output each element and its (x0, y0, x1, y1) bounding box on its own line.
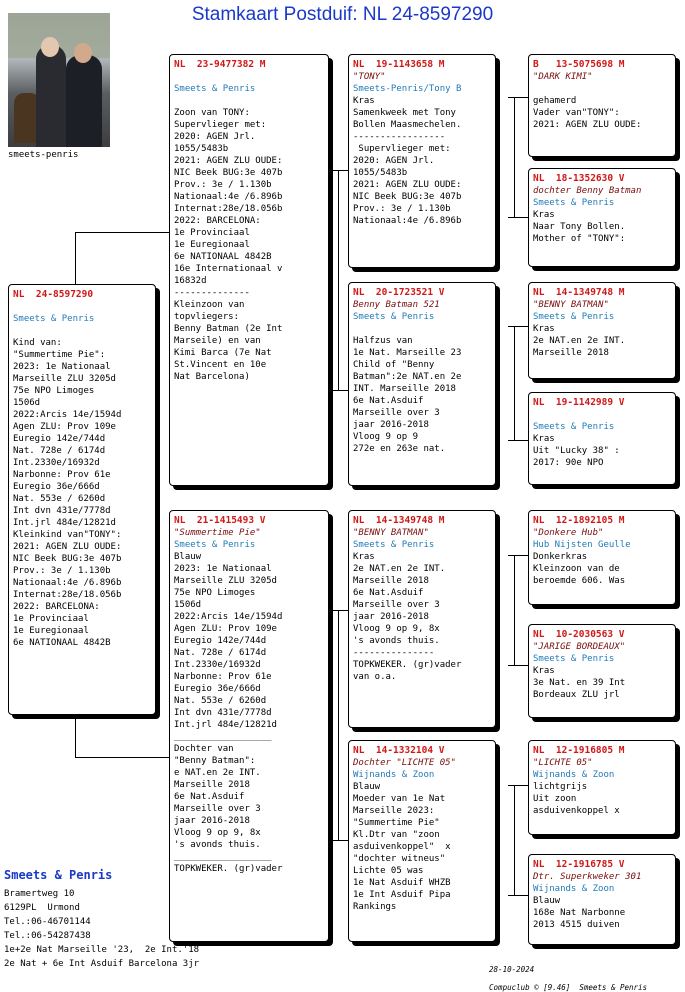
ring-number: NL 19-1143658 M (353, 59, 445, 70)
pigeon-card-mmf[interactable] (528, 740, 676, 835)
pigeon-info: Kleinzoon van de beroemde 606. Was (533, 564, 626, 586)
owner: Smeets & Penris (533, 312, 615, 322)
owner-photo (8, 13, 110, 147)
ring-number: NL 14-1349748 M (533, 287, 625, 298)
pigeon-color: Kras (533, 210, 555, 220)
pigeon-name: "Summertime Pie" (174, 528, 261, 538)
pigeon-name: "LICHTE 05" (533, 758, 593, 768)
connector-mother (338, 610, 339, 840)
connector-father (328, 390, 348, 391)
pigeon-name: Benny Batman 521 (353, 300, 440, 310)
owner: Smeets & Penris (353, 540, 435, 550)
pigeon-color: Kras (533, 324, 555, 334)
pigeon-card-mfm[interactable] (528, 624, 676, 718)
connector-gen3 (514, 785, 515, 895)
connector-gen3 (508, 895, 528, 896)
pigeon-card-fm[interactable] (348, 282, 496, 486)
owner: Wijnands & Zoon (533, 770, 615, 780)
pigeon-color: Blauw (353, 782, 381, 792)
owner: Wijnands & Zoon (353, 770, 435, 780)
breeder-name: Smeets & Penris (4, 868, 113, 882)
pigeon-card-father[interactable] (169, 54, 329, 486)
pigeon-color: Kras (353, 96, 375, 106)
pigeon-info: Kind van: "Summertime Pie": 2023: 1e Nationaal Marseille ZLU 3205d 75e NPO Limoges 1506d 2022:Arcis 14e/1594d Agen ZLU: Prov 109e Euregio 142e/744d Nat. 728e / 6174d Int.2330e/16932d Narbonne: Prov 61e Euregio 36e/666d Nat. 553e / 6260d Int dvn 431e/7778d Int.jrl 484e/12821d Kleinkind van"TONY": 2021: AGEN ZLU OUDE: NIC Beek BUG:3e 407b Prov.: 3e / 1.130b Nationaal:4e /6.896b Internat:28e/18.056b 2022: BARCELONA: 1e Provinciaal 1e Euregionaal 6e NATIONAAL 4842B (13, 338, 122, 648)
pigeon-info: 3e Nat. en 39 Int Bordeaux ZLU jrl (533, 678, 626, 700)
ring-number: NL 18-1352630 V (533, 173, 625, 184)
ring-number: NL 19-1142989 V (533, 397, 625, 408)
pigeon-name: "TONY" (353, 72, 386, 82)
pigeon-info: 2e NAT.en 2e INT. Marseille 2018 (533, 336, 626, 358)
breeder-city: 6129PL Urmond (4, 903, 80, 913)
pigeon-card-main[interactable] (8, 284, 156, 715)
pigeon-name: "DARK KIMI" (533, 72, 593, 82)
owner: Smeets & Penris (533, 198, 615, 208)
ring-number: NL 12-1892105 M (533, 515, 625, 526)
pigeon-info: gehamerd Vader van"TONY": 2021: AGEN ZLU OUDE: (533, 96, 642, 130)
owner: Smeets & Penris (13, 314, 95, 324)
pigeon-card-fmf[interactable] (528, 282, 676, 379)
connector-gen3 (508, 785, 528, 786)
owner: Smeets-Penris/Tony B (353, 84, 462, 94)
pigeon-name: Dochter "LICHTE 05" (353, 758, 456, 768)
pigeon-info: Moeder van 1e Nat Marseille 2023: "Summertime Pie" Kl.Dtr van "zoon asduivenkoppel" x "dochter witneus" Lichte 05 was 1e Nat Asduif WHZB 1e Int Asduif Pipa Rankings (353, 794, 451, 912)
pigeon-info: Uit "Lucky 38" : 2017: 90e NPO (533, 446, 620, 468)
ring-number: NL 20-1723521 V (353, 287, 445, 298)
pigeon-color: lichtgrijs (533, 782, 588, 792)
pigeon-color: Kras (533, 434, 555, 444)
connector-main (75, 715, 76, 757)
connector-gen3 (514, 326, 515, 440)
ring-number: NL 14-1349748 M (353, 515, 445, 526)
breeder-achievement-2: 2e Nat + 6e Int Asduif Barcelona 3jr (4, 959, 200, 969)
owner: Smeets & Penris (174, 540, 256, 550)
pigeon-color: Blauw (533, 896, 561, 906)
pigeon-card-fff[interactable] (528, 54, 676, 157)
pigeon-name: Dtr. Superkweker 301 (533, 872, 642, 882)
pigeon-info: Samenkweek met Tony Bollen Maasmechelen. ----------------- Supervlieger met: 2020: AGEN Jrl. 1055/5483b 2021: AGEN ZLU OUDE: NIC Beek BUG:3e 407b Prov.: 3e / 1.130b Nationaal:4e /6.896b (353, 108, 462, 226)
pigeon-info: Zoon van TONY: Supervlieger met: 2020: AGEN Jrl. 1055/5483b 2021: AGEN ZLU OUDE: NIC Beek BUG:3e 407b Prov.: 3e / 1.130b Nationaal:4e /6.896b Internat:28e/18.056b 2022: BARCELONA: 1e Provinciaal 1e Euregionaal 6e NATIONAAL 4842B 16e Internationaal v 16832d -------------- Kleinzoon van topvliegers: Benny Batman (2e Int Marseile) en van Kimi Barca (7e Nat St.Vincent en 10e Nat Barcelona) (174, 108, 283, 382)
pigeon-card-mff[interactable] (528, 510, 676, 605)
pigeon-info: 168e Nat Narbonne 2013 4515 duiven (533, 908, 626, 930)
pigeon-name: "Donkere Hub" (533, 528, 604, 538)
connector-gen3 (508, 217, 528, 218)
owner: Smeets & Penris (353, 312, 435, 322)
connector-main (75, 757, 169, 758)
pigeon-name: "JARIGE BORDEAUX" (533, 642, 626, 652)
print-date: 28-10-2024 (489, 965, 535, 974)
connector-gen3 (508, 97, 528, 98)
connector-gen3 (508, 440, 528, 441)
connector-gen3 (508, 326, 528, 327)
pigeon-name: "BENNY BATMAN" (533, 300, 609, 310)
pigeon-card-ff[interactable] (348, 54, 496, 268)
pigeon-card-fmm[interactable] (528, 392, 676, 485)
owner: Smeets & Penris (174, 84, 256, 94)
pigeon-info: 2023: 1e Nationaal Marseille ZLU 3205d 75e NPO Limoges 1506d 2022:Arcis 14e/1594d Agen ZLU: Prov 109e Euregio 142e/744d Nat. 728e / 6174d Int.2330e/16932d Narbonne: Prov 61e Euregio 36e/666d Nat. 553e / 6260d Int dvn 431e/7778d Int.jrl 484e/12821d __________________ Dochter van "Benny Batman": e NAT.en 2e INT. Marseille 2018 6e Nat.Asduif Marseille over 3 jaar 2016-2018 Vloog 9 op 9, 8x 's avonds thuis. __________________ TOPKWEKER. (gr)vader (174, 564, 283, 874)
ring-number: NL 23-9477382 M (174, 59, 266, 70)
breeder-achievement-1: 1e+2e Nat Marseille '23, 2e Int.'18 (4, 945, 200, 955)
connector-main (75, 232, 169, 233)
pigeon-card-mm[interactable] (348, 740, 496, 942)
breeder-phone-2: Tel.:06-54287438 (4, 931, 91, 941)
owner: Hub Nijsten Geulle (533, 540, 631, 550)
pigeon-card-mother[interactable] (169, 510, 329, 942)
ring-number: NL 10-2030563 V (533, 629, 625, 640)
ring-number: NL 12-1916805 M (533, 745, 625, 756)
pigeon-color: Donkerkras (533, 552, 588, 562)
connector-main (75, 232, 76, 284)
photo-caption: smeets-penris (8, 150, 79, 160)
pigeon-name: dochter Benny Batman (533, 186, 642, 196)
pigeon-info: 2e NAT.en 2e INT. Marseille 2018 6e Nat.Asduif Marseille over 3 jaar 2016-2018 Vloog 9 op 9, 8x 's avonds thuis. --------------- TOPKWEKER. (gr)vader van o.a. (353, 564, 462, 682)
pigeon-name: "BENNY BATMAN" (353, 528, 429, 538)
pigeon-card-mf[interactable] (348, 510, 496, 728)
connector-gen3 (508, 665, 528, 666)
pigeon-color: Kras (353, 552, 375, 562)
ring-number: B 13-5075698 M (533, 59, 625, 70)
pigeon-color: Blauw (174, 552, 202, 562)
pigeon-info: Naar Tony Bollen. Mother of "TONY": (533, 222, 626, 244)
pigeon-card-ffm[interactable] (528, 168, 676, 267)
owner: Smeets & Penris (533, 422, 615, 432)
breeder-phone-1: Tel.:06-46701144 (4, 917, 91, 927)
ring-number: NL 14-1332104 V (353, 745, 445, 756)
print-info (480, 956, 647, 992)
breeder-street: Bramertweg 10 (4, 889, 75, 899)
ring-number: NL 21-1415493 V (174, 515, 266, 526)
software-credit: Compuclub © [9.46] Smeets & Penris (489, 983, 648, 992)
page-title: Stamkaart Postduif: NL 24-8597290 (191, 4, 494, 25)
ring-number: NL 24-8597290 (13, 289, 94, 300)
pigeon-info: Halfzus van 1e Nat. Marseille 23 Child of "Benny Batman":2e NAT.en 2e INT. Marseille 2018 6e Nat.Asduif Marseille over 3 jaar 2016-2018 Vloog 9 op 9 272e en 263e nat. (353, 336, 462, 454)
owner: Wijnands & Zoon (533, 884, 615, 894)
connector-father (338, 170, 339, 390)
pigeon-card-mmm[interactable] (528, 854, 676, 945)
connector-mother (328, 840, 348, 841)
owner: Smeets & Penris (533, 654, 615, 664)
ring-number: NL 12-1916785 V (533, 859, 625, 870)
pigeon-color: Kras (533, 666, 555, 676)
connector-gen3 (508, 555, 528, 556)
connector-gen3 (514, 555, 515, 665)
connector-gen3 (514, 97, 515, 217)
pigeon-info: Uit zoon asduivenkoppel x (533, 794, 620, 816)
